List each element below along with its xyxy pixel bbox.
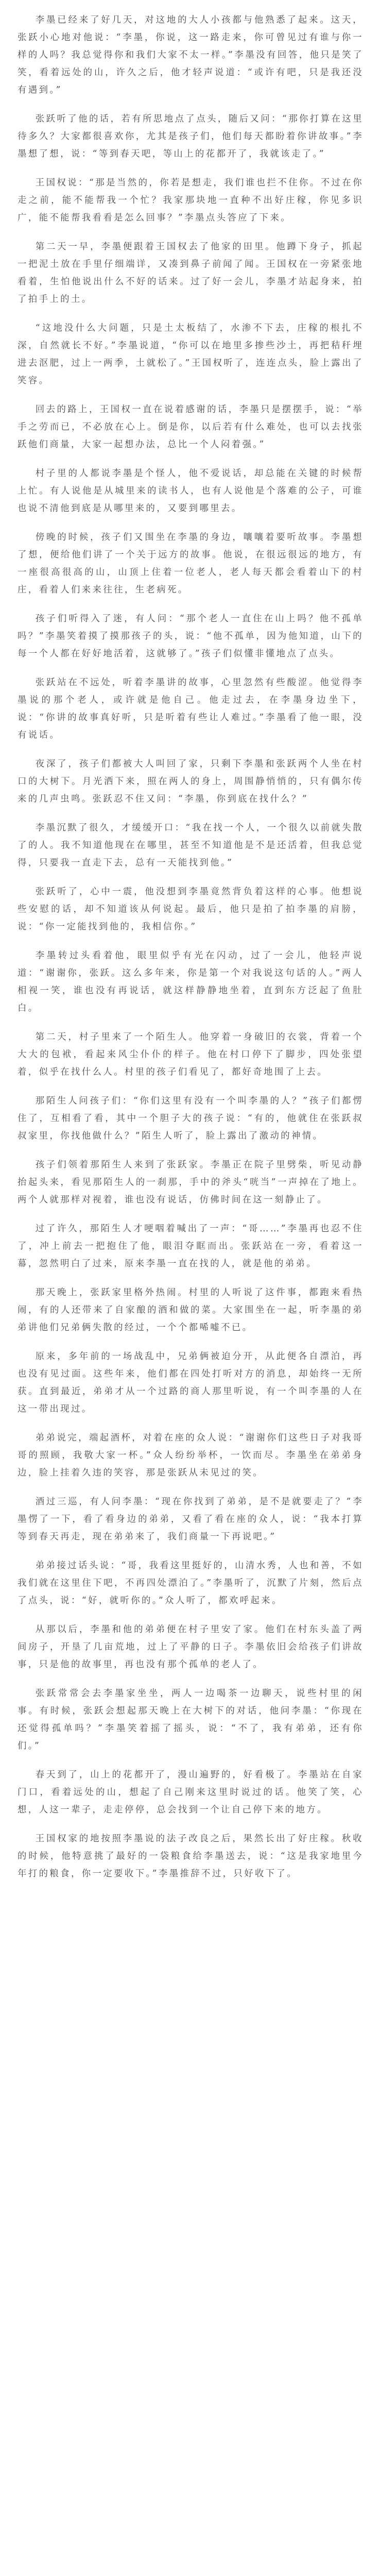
paragraph: 第二天一早，李墨便跟着王国权去了他家的田里。他蹲下身子，抓起一把泥土放在手里仔细端详，又凑到鼻子前闻了闻。王国权在一旁紧张地看着，生怕他说出什么不好的话来。过了好一会儿，李墨才站起身来，拍了拍手上的土。 [18,242,363,304]
paragraph: 张跃听了，心中一震，他没想到李墨竟然背负着这样的心事。他想说些安慰的话，却不知道该从何说起。最后，他只是拍了拍李墨的肩膀，说：“你一定能找到他的，我相信你。” [18,887,363,932]
paragraph: 李墨转过头看着他，眼里似乎有光在闪动，过了一会儿，他轻声说道：“谢谢你，张跃。这么多年来，你是第一个对我说这句话的人。”两人相视一笑，谁也没有再说话，就这样静静地坐着，直到东方泛起了鱼肚白。 [18,951,363,1013]
article-body [18,11,363,1883]
paragraph: 过了许久，那陌生人才哽咽着喊出了一声：“哥……”李墨再也忍不住了，冲上前去一把抱住了他，眼泪夺眶而出。张跃站在一旁，看着这一幕，忽然明白了过来，原来李墨一直在找的人，就是他的弟弟。 [18,1224,363,1269]
paragraph: 王国权说：“那是当然的，你若是想走，我们谁也拦不住你。不过在你走之前，能不能帮我一个忙？我家那块地一直种不出好庄稼，你见多识广，能不能帮我看看是怎么回事？”李墨点头答应了下来。 [18,178,363,223]
paragraph: 王国权家的地按照李墨说的法子改良之后，果然长出了好庄稼。秋收的时候，他特意挑了最好的一袋粮食给李墨送去，说：“这是我家地里今年打的粮食，你一定要收下。”李墨推辞不过，只好收下了。 [18,1834,363,1879]
paragraph: 弟弟说完，端起酒杯，对着在座的众人说：“谢谢你们这些日子对我哥哥的照顾，我敬大家一杯。”众人纷纷举杯，一饮而尽。李墨坐在弟弟身边，脸上挂着久违的笑容，那是张跃从未见过的笑。 [18,1433,363,1478]
paragraph: 孩子们听得入了迷，有人问：“那个老人一直住在山上吗？他不孤单吗？”李墨笑着摸了摸那孩子的头，说：“他不孤单，因为他知道，山下的每一个人都在好好地活着，这就够了。”孩子们似懂非懂地点了点头。 [18,614,363,659]
paragraph: 李墨沉默了很久，才缓缓开口：“我在找一个人，一个很久以前就失散了的人。我不知道他现在在哪里，甚至不知道他是不是还活着，但我总觉得，只要我一直走下去，总有一天能找到他。” [18,823,363,868]
paragraph: 酒过三巡，有人问李墨：“现在你找到了弟弟，是不是就要走了？”李墨愣了一下，看了看身边的弟弟，又看了看在座的众人，说：“我本打算等到春天再走，现在弟弟来了，我们商量一下再说吧。” [18,1497,363,1542]
paragraph: 那天晚上，张跃家里格外热闹。村里的人听说了这件事，都跑来看热闹，有的人还带来了自家酿的酒和做的菜。大家围坐在一起，听李墨的弟弟讲他们兄弟俩失散的经过，一个个都唏嘘不已。 [18,1287,363,1333]
paragraph: 从那以后，李墨和他的弟弟便在村子里安了家。他们在村东头盖了两间房子，开垦了几亩荒地，过上了平静的日子。李墨依旧会给孩子们讲故事，只是他的故事里，再也没有那个孤单的老人了。 [18,1624,363,1670]
paragraph: 傍晚的时候，孩子们又围坐在李墨的身边，嚷嚷着要听故事。李墨想了想，便给他们讲了一个关于远方的故事。他说，在很远很远的地方，有一座很高很高的山，山顶上住着一位老人，老人每天都会看着山下的村庄，看着人们来来往往，生老病死。 [18,532,363,595]
paragraph: 春天到了，山上的花都开了，漫山遍野的，好看极了。李墨站在自家门口，看着远处的山，想起了自己刚来这里时说过的话。他笑了笑，心想，人这一辈子，走走停停，总会找到一个让自己停下来的地方。 [18,1770,363,1815]
paragraph: 孩子们领着那陌生人来到了张跃家。李墨正在院子里劈柴，听见动静抬起头来，看见那陌生人的一刹那，手中的斧头“咣当”一声掉在了地上。两个人就那样对视着，谁也没有说话，仿佛时间在这一刻静止了。 [18,1160,363,1205]
paragraph: 第二天，村子里来了一个陌生人。他穿着一身破旧的衣裳，背着一个大大的包袱，看起来风尘仆仆的样子。他在村口停下了脚步，四处张望着，似乎在找什么人。村里的孩子们看见了，都好奇地围了上去。 [18,1032,363,1077]
paragraph: 原来，多年前的一场战乱中，兄弟俩被迫分开，从此便各自漂泊，再也没有见过面。这些年来，他们都在四处打听对方的消息，却始终一无所获。直到最近，弟弟才从一个过路的商人那里听说，有一个叫李墨的人在这一带出现过。 [18,1351,363,1414]
paragraph: 张跃站在不远处，听着李墨讲的故事，心里忽然有些酸涩。他觉得李墨说的那个老人，或许就是他自己。他走过去，在李墨身边坐下，说：“你讲的故事真好听，只是听着有些让人难过。”李墨看了他一眼，没有说话。 [18,677,363,740]
paragraph: 李墨已经来了好几天，对这地的大人小孩都与他熟悉了起来。这天，张跃小心地对他说：“李墨，你说，这一路走来，你可曾见过有谁与你一样的人吗？我总觉得你和我们大家不太一样。”李墨没有回答，他只是笑了笑，看着远处的山，许久之后，他才轻声说道：“或许有吧，只是我还没有遇到。” [18,15,363,95]
paragraph: 那陌生人问孩子们：“你们这里有没有一个叫李墨的人？”孩子们都愣住了，互相看了看，其中一个胆子大的孩子说：“有的，他就住在张跃叔叔家里，你找他做什么？”陌生人听了，脸上露出了激动的神情。 [18,1096,363,1141]
paragraph: 夜深了，孩子们都被大人叫回了家，只剩下李墨和张跃两个人坐在村口的大树下。月光洒下来，照在两人的身上，周围静悄悄的，只有偶尔传来的几声虫鸣。张跃忍不住又问：“李墨，你到底在找什么？” [18,759,363,804]
paragraph: “这地没什么大问题，只是土太板结了，水渗不下去，庄稼的根扎不深，自然就长不好。”李墨说道，“你可以在地里多掺些沙土，再把秸秆埋进去沤肥，过上一两季，土就松了。”王国权听了，连连点头，脸上露出了笑容。 [18,323,363,386]
paragraph: 村子里的人都说李墨是个怪人，他不爱说话，却总能在关键的时候帮上忙。有人说他是从城里来的读书人，也有人说他是个落难的公子，可谁也说不清他到底是从哪里来的，又要到哪里去。 [18,468,363,514]
paragraph: 张跃听了他的话，若有所思地点了点头，随后又问：“那你打算在这里待多久？大家都很喜欢你，尤其是孩子们，他们每天都盼着你讲故事。”李墨想了想，说：“等到春天吧，等山上的花都开了，我就该走了。” [18,114,363,159]
paragraph: 张跃常常会去李墨家坐坐，两人一边喝茶一边聊天，说些村里的闲事。有时候，张跃会想起那天晚上在大树下的对话，他问李墨：“你现在还觉得孤单吗？”李墨笑着摇了摇头，说：“不了，我有弟弟，还有你们。” [18,1688,363,1751]
paragraph: 弟弟接过话头说：“哥，我看这里挺好的，山清水秀，人也和善，不如我们就在这里住下吧，不再四处漂泊了。”李墨听了，沉默了片刻，然后点了点头，说：“好，就听你的。”众人听了，都欢呼起来。 [18,1561,363,1606]
paragraph: 回去的路上，王国权一直在说着感谢的话，李墨只是摆摆手，说：“举手之劳而已，不必放在心上。倒是你，以后若有什么难处，也可以去找张跃他们商量，大家一起想办法，总比一个人闷着强。” [18,404,363,450]
